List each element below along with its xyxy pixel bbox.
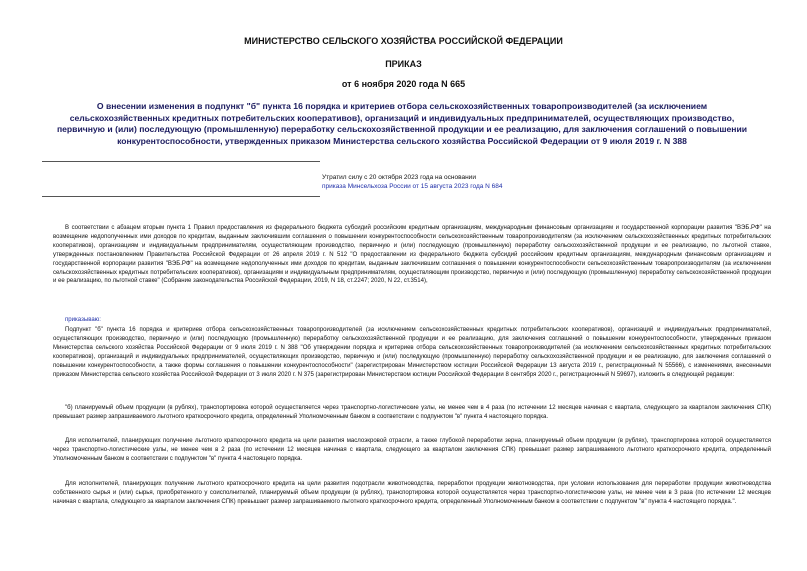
title-line: конкурентоспособности, утвержденных приказом Министерства сельского хозяйства Российской Федерации от 9 июля 2019 г. N 388 xyxy=(117,135,687,146)
paragraph: Для исполнителей, планирующих получение льготного краткосрочного кредита на цели развития маслоэкровой отрасли, а также глубокой переработки зерна, планируемый объем продукции (в рублях), транспортировка которой осуществляется через транспортно-логистические узлы, не менее чем в 2 раза (по истечении 12 месяцев начиная с квартала, следующего за кварталом заключения СПК) превышает размер запрашиваемого льготного краткосрочного кредита, определенный Уполномоченным банком в соответствии с подпунктом "в" пункта 4 настоящего порядка. xyxy=(53,438,771,462)
separator-rule xyxy=(42,196,320,197)
paragraph: "б) планируемый объем продукции (в рублях), транспортировка которой осуществляется через транспортно-логистические узлы, не менее чем в 4 раза (по истечении 12 месяцев начиная с квартала, следующего за кварталом заключения СПК) превышает размер запрашиваемого льготного краткосрочного кредита, определенный Уполномоченным банком в соответствии с подпунктом "в" пункта 4 настоящего порядка. xyxy=(53,405,771,420)
title-line: первичную и (или) последующую (промышленную) переработку сельскохозяйственной продукции и ее реализацию, для заключения соглашений о повышении xyxy=(56,124,748,134)
doc-type-heading: ПРИКАЗ xyxy=(385,59,422,69)
title-line: О внесении изменения в подпункт "б" пункта 16 порядка и критериев отбора сельскохозяйственных товаропроизводителей (за исключением xyxy=(96,101,708,111)
order-word: приказываю: xyxy=(65,317,101,323)
document-title xyxy=(52,101,752,147)
title-line: сельскохозяйственных кредитных потребительских кооперативов), организаций и индивидуальных предпринимателей, осуществляющих производство, xyxy=(69,112,735,123)
status-note-link[interactable]: приказа Минсельхоза России от 15 августа 2023 года N 684 xyxy=(322,183,503,190)
paragraph: Для исполнителей, планирующих получение льготного краткосрочного кредита на цели развития подотрасли животноводства, переработки продукции животноводства, при условии использования для переработки продукции животноводства собственного сырья и (или) сырья, приобретенного у соисполнителей, планируемый объем продукции (в рублях), транспортировка которой осуществляется через транспортно-логистические узлы, не менее чем в 3 раза (по истечении 12 месяцев начиная с квартала, следующего за кварталом заключения СПК) превышает размер запрашиваемого льготного краткосрочного кредита, определенный Уполномоченным банком в соответствии с подпунктом "в" пункта 4 настоящего порядка.". xyxy=(53,481,771,505)
ministry-heading: МИНИСТЕРСТВО СЕЛЬСКОГО ХОЗЯЙСТВА РОССИЙСКОЙ ФЕДЕРАЦИИ xyxy=(244,36,563,46)
separator-rule xyxy=(42,161,320,162)
paragraph: В соответствии с абзацем вторым пункта 1 Правил предоставления из федерального бюджета субсидий российским кредитным организациям, международным финансовым организациям и государственной корпорации развития "ВЭБ.РФ" на возмещение недополученных ими доходов по кредитам, выданным заключившим соглашения о повышении конкурентоспособности сельскохозяйственным товаропроизводителям (за исключением сельскохозяйственных кредитных потребительских кооперативов), организациям и индивидуальным предпринимателям, осуществляющим производство, первичную и (или) последующую (промышленную) переработку сельскохозяйственной продукции и ее реализацию, по льготной ставке, утвержденных постановлением Правительства Российской Федерации от 26 апреля 2019 г. N 512 "О предоставлении из федерального бюджета субсидий российским кредитным организациям, международным финансовым организациям и государственной корпорации развития "ВЭБ.РФ" на возмещение недополученных ими доходов по кредитам, выданным заключившим соглашения о повышении конкурентоспособности сельскохозяйственным товаропроизводителям (за исключением сельскохозяйственных кредитных потребительских кооперативов), организациям и индивидуальным предпринимателям, осуществляющим производство, первичную и (или) последующую (промышленную) переработку сельскохозяйственной продукции и ее реализацию, по льготной ставке" (Собрание законодательства Российской Федерации, 2019, N 18, ст.2247; 2020, N 22, ст.3514), xyxy=(53,225,771,285)
paragraph: Подпункт "б" пункта 16 порядка и критериев отбора сельскохозяйственных товаропроизводителей (за исключением сельскохозяйственных кредитных потребительских кооперативов), организаций и индивидуальных предпринимателей, осуществляющих производство, первичную и (или) последующую (промышленную) переработку сельскохозяйственной продукции и ее реализацию, для заключения соглашений о повышении конкурентоспособности, утвержденных приказом Министерства сельского хозяйства Российской Федерации от 9 июля 2019 г. N 388 "Об утверждении порядка и критериев отбора сельскохозяйственных товаропроизводителей (за исключением сельскохозяйственных кредитных потребительских кооперативов), организаций и индивидуальных предпринимателей, осуществляющих производство, первичную и (или) последующую (промышленную) переработку сельскохозяйственной продукции и ее реализацию, для заключения соглашений о повышении конкурентоспособности, а также формы соглашения о повышении конкурентоспособности" (зарегистрирован Министерством юстиции Российской Федерации 13 августа 2019 г., регистрационный N 55566), с изменениями, внесенными приказом Министерства сельского хозяйства Российской Федерации от 3 июля 2020 г. N 375 (зарегистрирован Министерством юстиции Российской Федерации 8 сентября 2020 г., регистрационный N 59697), изложить в следующей редакции: xyxy=(53,327,771,378)
status-note-line: Утратил силу с 20 октября 2023 года на основании xyxy=(322,174,476,181)
status-note xyxy=(322,173,562,191)
doc-date-number: от 6 ноября 2020 года N 665 xyxy=(341,79,466,89)
